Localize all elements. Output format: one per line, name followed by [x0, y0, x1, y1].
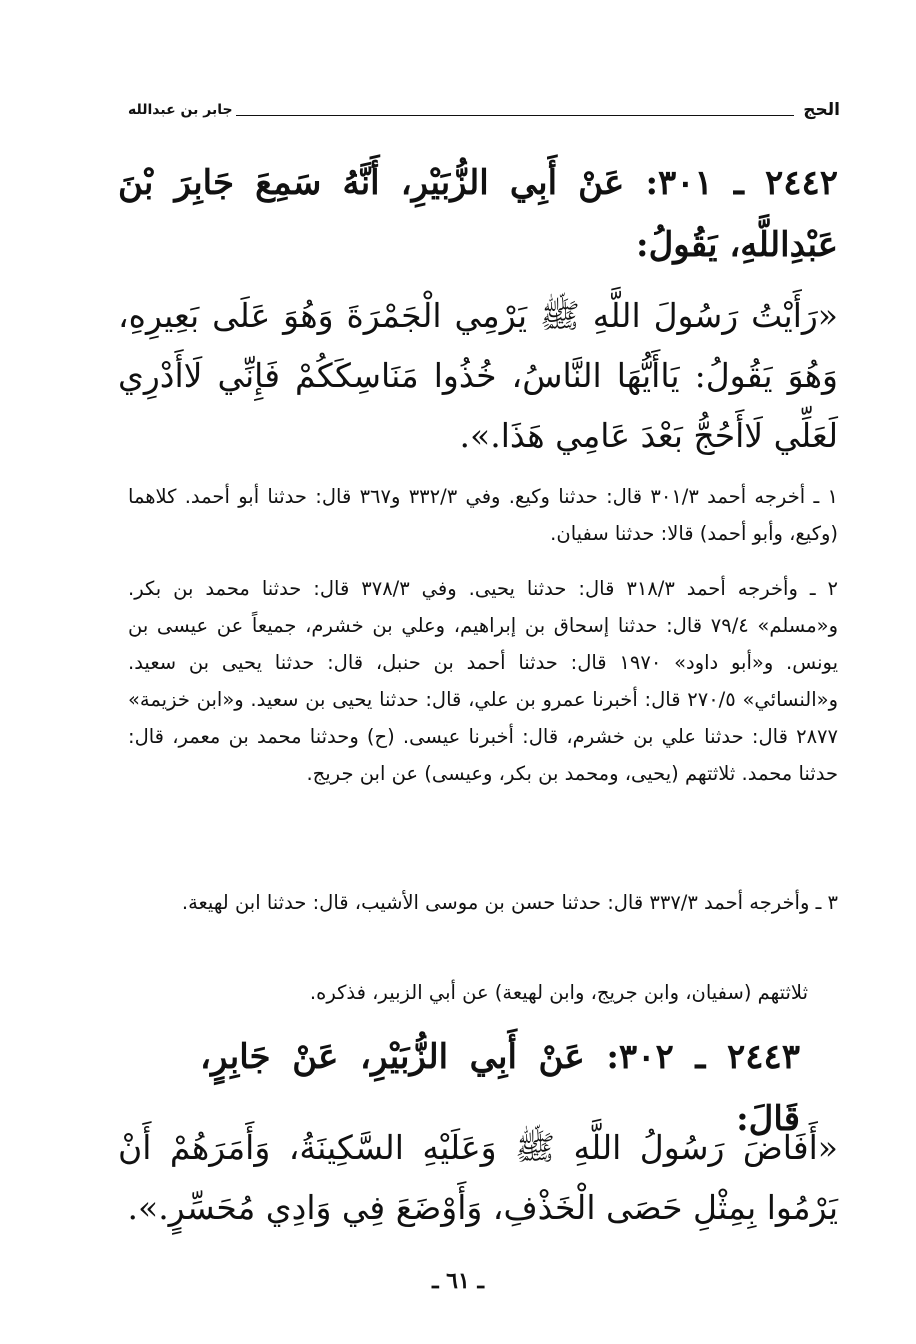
takhrij-note-3: ٣ ـ وأخرجه أحمد ٣٣٧/٣ قال: حدثنا حسن بن موسى الأشيب، قال: حدثنا ابن لهيعة.: [181, 891, 838, 914]
header-rule: [236, 115, 794, 116]
takhrij-note-2: ٢ ـ وأخرجه أحمد ٣١٨/٣ قال: حدثنا يحيى. وفي ٣٧٨/٣ قال: حدثنا محمد بن بكر. و«مسلم» ٧٩/٤ قال: حدثنا إسحاق بن إبراهيم، وعلي بن خشرم، جميعاً عن عيسى بن يونس. و«أبو داود» ١٩٧٠ قال: حدثنا أحمد بن حنبل، قال: حدثنا يحيى بن سعيد. و«النسائي» ٢٧٠/٥ قال: أخبرنا عمرو بن علي، قال: حدثنا يحيى بن سعيد. و«ابن خزيمة» ٢٨٧٧ قال: حدثنا علي بن خشرم، قال: أخبرنا عيسى. (ح) وحدثنا محمد بن معمر، قال: حدثنا محمد. ثلاثتهم (يحيى، ومحمد بن بكر، وعيسى) عن ابن جريج.: [128, 577, 839, 785]
hadith-2442-heading: ٢٤٤٢ ـ ٣٠١: عَنْ أَبِي الزُّبَيْرِ، أَنَّهُ سَمِعَ جَابِرَ بْنَ عَبْدِاللَّهِ، يَقُولُ:: [118, 163, 838, 265]
running-header: [128, 100, 840, 128]
hadith-2443-heading: ٢٤٤٣ ـ ٣٠٢: عَنْ أَبِي الزُّبَيْرِ، عَنْ جَابِرٍ، قَالَ:: [200, 1037, 800, 1139]
page-number: ـ ٦١ ـ: [432, 1268, 484, 1294]
hadith-2443-text: «أَفَاضَ رَسُولُ اللَّهِ ﷺ وَعَلَيْهِ السَّكِينَةُ، وَأَمَرَهُمْ أَنْ يَرْمُوا بِمِثْلِ حَصَى الْخَذْفِ، وَأَوْضَعَ فِي وَادِي مُحَسِّرٍ.».: [118, 1128, 838, 1227]
chapter-title: الحج: [803, 100, 840, 120]
takhrij-summary: ثلاثتهم (سفيان، وابن جريج، وابن لهيعة) عن أبي الزبير، فذكره.: [309, 981, 808, 1004]
hadith-2442-text: «رَأَيْتُ رَسُولَ اللَّهِ ﷺ يَرْمِي الْجَمْرَةَ وَهُوَ عَلَى بَعِيرِهِ، وَهُوَ يَقُولُ: يَاأَيُّهَا النَّاسُ، خُذُوا مَنَاسِكَكُمْ فَإِنِّي لَاأَدْرِي لَعَلِّي لَاأَحُجُّ بَعْدَ عَامِي هَذَا.».: [118, 296, 838, 455]
narrator-title: جابر بن عبدالله: [128, 102, 233, 118]
takhrij-note-1: ١ ـ أخرجه أحمد ٣٠١/٣ قال: حدثنا وكيع. وفي ٣٣٢/٣ و٣٦٧ قال: حدثنا أبو أحمد. كلاهما (وكيع، وأبو أحمد) قالا: حدثنا سفيان.: [128, 485, 838, 545]
